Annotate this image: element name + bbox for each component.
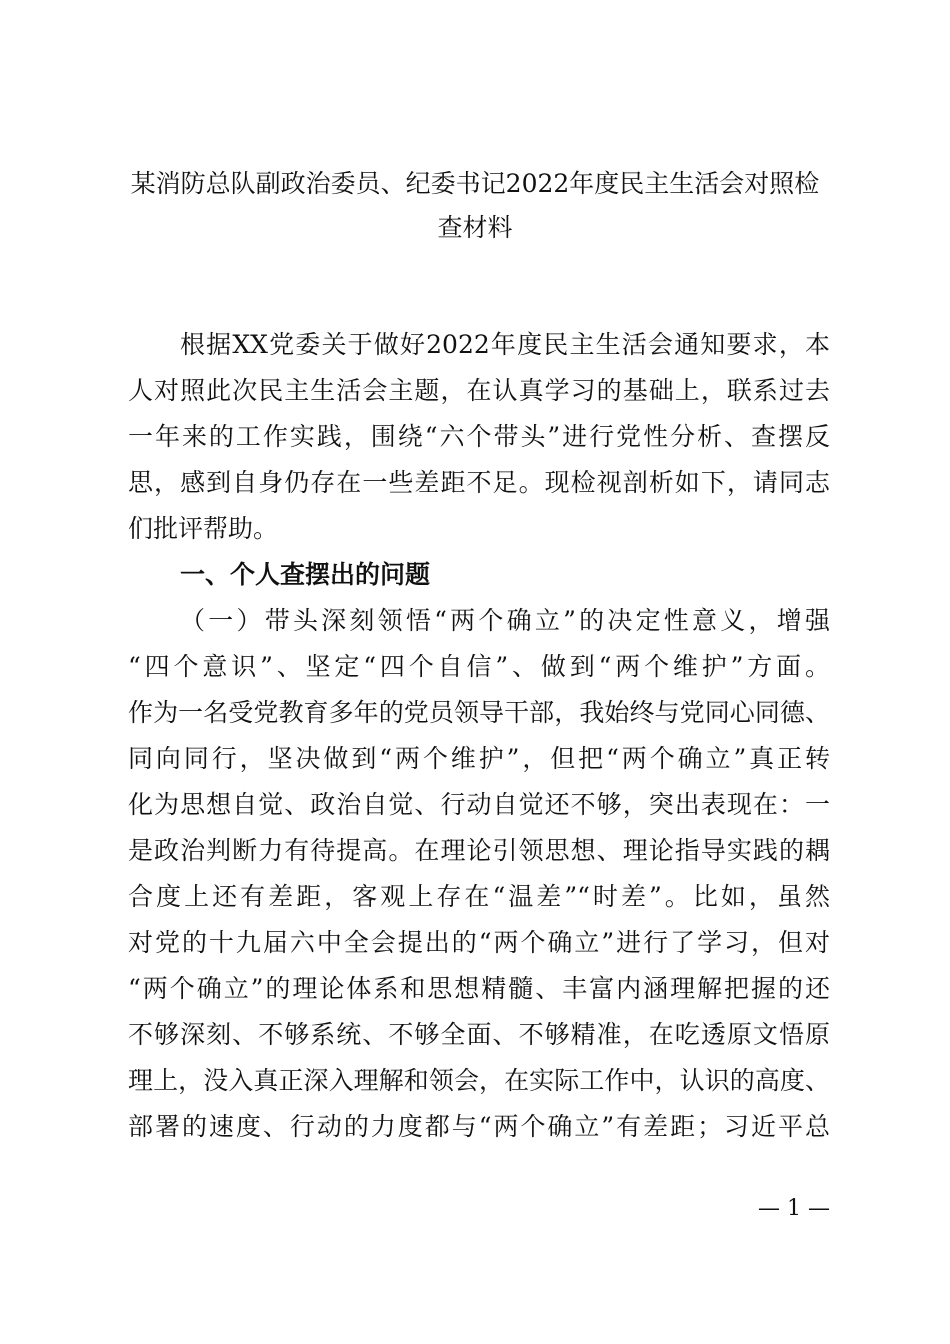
- title-line-2: 查材料: [437, 213, 513, 242]
- body-line: 化为思想自觉、政治自觉、行动自觉还不够，突出表现在：一: [128, 790, 830, 819]
- body-line: 作为一名受党教育多年的党员领导干部，我始终与党同心同德、: [128, 698, 830, 727]
- document-title: [120, 162, 830, 250]
- intro-line: 一年来的工作实践，围绕“六个带头”进行党性分析、查摆反: [128, 422, 830, 451]
- body-line: “两个确立”的理论体系和思想精髓、丰富内涵理解把握的还: [128, 974, 830, 1003]
- body-line: （一）带头深刻领悟“两个确立”的决定性意义，增强: [180, 606, 830, 635]
- body-line: 对党的十九届六中全会提出的“两个确立”进行了学习，但对: [128, 928, 830, 957]
- intro-line: 们批评帮助。: [128, 514, 279, 543]
- body-line: 部署的速度、行动的力度都与“两个确立”有差距；习近平总: [128, 1112, 830, 1141]
- body-line: 理上，没入真正深入理解和领会，在实际工作中，认识的高度、: [128, 1066, 830, 1095]
- body-line: “四个意识”、坚定“四个自信”、做到“两个维护”方面。: [128, 652, 830, 681]
- body-line: 是政治判断力有待提高。在理论引领思想、理论指导实践的耦: [128, 836, 830, 865]
- page-number: — 1 —: [758, 1196, 830, 1221]
- body-line: 不够深刻、不够系统、不够全面、不够精准，在吃透原文悟原: [128, 1020, 830, 1049]
- body-line: 同向同行，坚决做到“两个维护”，但把“两个确立”真正转: [128, 744, 830, 773]
- intro-line: 根据XX党委关于做好2022年度民主生活会通知要求，本: [180, 330, 830, 359]
- intro-line: 人对照此次民主生活会主题，在认真学习的基础上，联系过去: [128, 376, 830, 405]
- intro-line: 思，感到自身仍存在一些差距不足。现检视剖析如下，请同志: [128, 468, 830, 497]
- body-line: 合度上还有差距，客观上存在“温差”“时差”。比如，虽然: [128, 882, 830, 911]
- section-heading: 一、个人查摆出的问题: [180, 560, 431, 589]
- title-line-1: 某消防总队副政治委员、纪委书记2022年度民主生活会对照检: [130, 169, 820, 198]
